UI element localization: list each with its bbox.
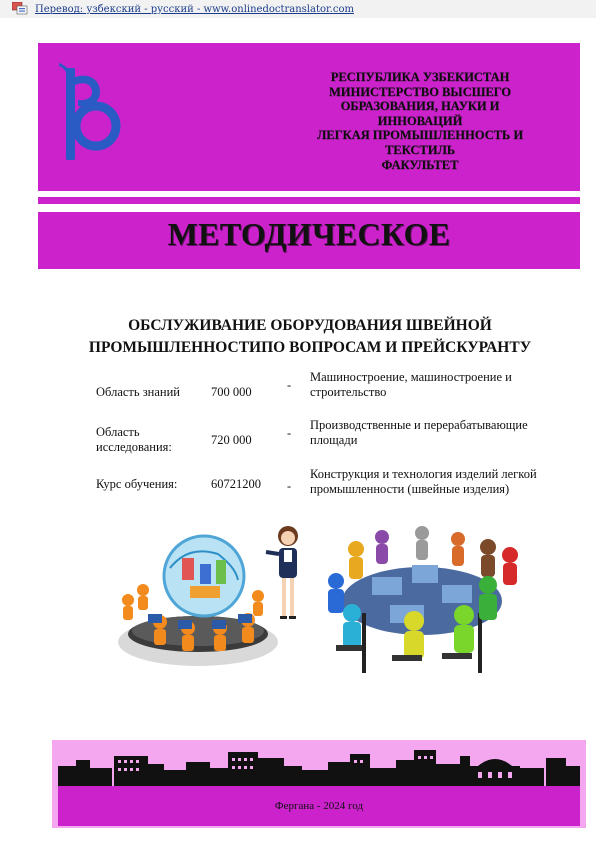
divider-stripe [38, 197, 580, 204]
header-line: ФАКУЛЬТЕТ [381, 157, 459, 172]
info-label: Область исследования: [96, 425, 172, 454]
footer-city-year: Фергана - 2024 год [274, 800, 364, 812]
info-label: Курс обучения: [96, 477, 178, 491]
subject-line: ОБСЛУЖИВАНИЕ ОБОРУДОВАНИЯ ШВЕЙНОЙ [128, 317, 492, 334]
info-code: 720 000 [211, 433, 252, 447]
teacher-globe-meeting-illustration [108, 522, 308, 672]
info-label: Область знаний [96, 385, 180, 399]
info-description: Производственные и перерабатывающие площади [310, 418, 528, 447]
info-description: Конструкция и технология изделий легкой промышленности (швейные изделия) [310, 467, 537, 496]
info-dash: - [287, 426, 292, 440]
header-line: РЕСПУБЛИКА УЗБЕКИСТАН [330, 70, 510, 84]
header-institution-text [290, 70, 550, 172]
info-code: 700 000 [211, 385, 252, 399]
translator-link[interactable]: Перевод: узбекский - русский - www.onlinedoctranslator.com [35, 4, 354, 15]
document-title: МЕТОДИЧЕСКОЕ [167, 216, 451, 252]
subject-line: ПРОМЫШЛЕННОСТИПО ВОПРОСАМ И ПРЕЙСКУРАНТУ [88, 339, 532, 356]
header-line: ОБРАЗОВАНИЯ, НАУКИ И [340, 99, 500, 114]
puzzle-team-meeting-illustration [322, 525, 522, 685]
header-line: ТЕКСТИЛЬ [384, 142, 456, 157]
info-dash: - [287, 378, 292, 392]
header-line: ЛЕГКАЯ ПРОМЫШЛЕННОСТЬ И [316, 128, 524, 143]
info-code: 60721200 [211, 477, 261, 491]
subject-title [60, 315, 560, 359]
info-dash: - [287, 479, 292, 493]
info-description: Машиностроение, машиностроение и строительство [310, 370, 512, 399]
translator-flag-icon [12, 2, 28, 15]
translator-bar [0, 0, 596, 18]
city-skyline-silhouette [58, 746, 580, 786]
header-line: МИНИСТЕРСТВО ВЫСШЕГО [328, 84, 512, 99]
university-logo [56, 60, 122, 164]
header-line: ИННОВАЦИЙ [377, 113, 463, 128]
